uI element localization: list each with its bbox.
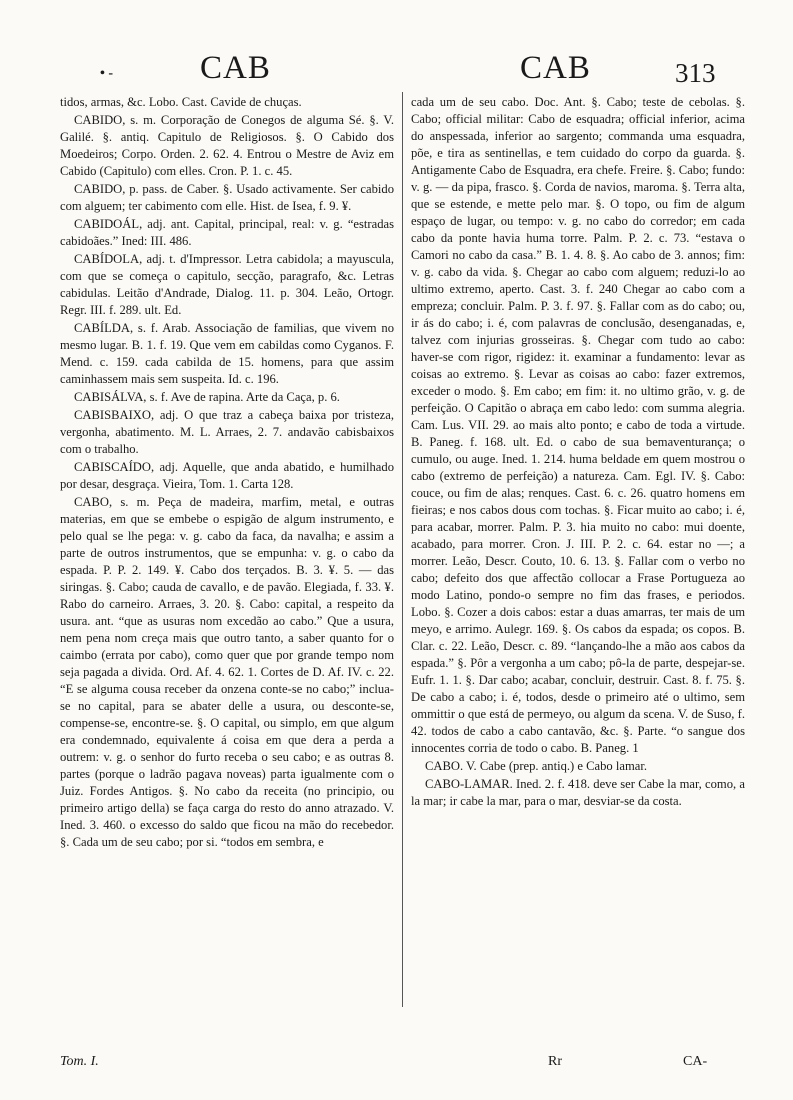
volume-label: Tom. I. <box>60 1054 99 1069</box>
entry: CABO, s. m. Peça de madeira, marfim, metal, e outras materias, em que se embebe o espigão de algum instrumento, e pelo qual se lhe pega: v. g. cabo da faca, da navalha; e assim a parte de outros instrumentos, que se empunha: v. g. o cabo da espada. P. P. 2. 149. ¥. Cabo dos terçados. B. 3. ¥. 5. — das siringas. §. Cabo; cauda de cavallo, e de pavão. Elegiada, f. 33. ¥. Rabo do carneiro. Arraes, 3. 20. §. Cabo: capital, a respeito da usura. ant. “que as usuras nom excedão ao cabo.” Que a usura, nem pena nom creça mais que outro tanto, a saber quanto for o caimbo (errata por cabo), como quer que por grande tempo nom seja pagada a divida. Ord. Af. 4. 62. 1. Cortes de D. Af. IV. c. 22. “E se alguma cousa receber da onzena conte-se no cabo;” inclua-se no capital, para se abater delle a usura, ou desconte-se, compense-se, encontre-se. §. O capital, ou simplo, em que algum era condemnado, equivalente á coisa em que dera a perda a outrem: v. g. o senhor do furto receba o seu cabo; e as outras 8. partes (porque o ladrão pagava noveas) parta igualmente com o Juiz. Fordes Antigos. §. No cabo da receita (no principio, ou primeiro artigo della) se faça carga do resto do anno atrazado. V. Ined. 3. 460. o excesso do saldo que ficou na mão do recebedor. §. Cada um de seu cabo; por si. “todos em sembra, e <box>60 495 394 849</box>
entry: CABISÁLVA, s. f. Ave de rapina. Arte da Caça, p. 6. <box>74 390 340 404</box>
entry: CABIDOÁL, adj. ant. Capital, principal, real: v. g. “estradas cabidoães.” Ined: III. 486. <box>60 217 394 248</box>
signature-mark: Rr <box>548 1054 562 1069</box>
entry: CABIDO, s. m. Corporação de Conegos de alguma Sé. §. V. Galilé. §. antiq. Capitulo de Religiosos. §. O Cabido dos Moedeiros; Corpo. Orden. 2. 62. 4. Entrou o Mestre de Aviz em Cabido (Capitulo) com elles. Cron. P. 1. c. 45. <box>60 113 394 178</box>
entry: CABO-LAMAR. Ined. 2. f. 418. deve ser Cabe la mar, como, a la mar; ir cabe la mar, para o mar, desviar-se da costa. <box>411 777 745 808</box>
column-divider <box>402 92 403 1007</box>
entry: cada um de seu cabo. Doc. Ant. §. Cabo; teste de cebolas. §. Cabo; official militar: Cabo de esquadra; official inferior, acima do anspessada, inferior ao sargento; commanda uma esquadra, põe, e tira as sentinellas, e tem cuidado do corpo da guarda. §. Antigamente Cabo de Esquadra, era chefe. Freire. §. Cabo; fundo: v. g. — da pipa, frasco. §. Corda de navios, maroma. §. Terra alta, que se estende, e mette pelo mar. §. O topo, ou fim de algum espaço de lugar, ou tempo: v. g. no cabo do corredor; em cada cabo da ponte havia huma torre. Palm. P. 2. c. 73. “estava o Camori no cabo da casa.” B. 1. 4. 8. §. Ao cabo de 3. annos; fim: v. g. cabo da vida. §. Chegar ao cabo com alguem; reduzi-lo ao ultimo extremo, aperto. Cast. 3. f. 240 Chegar ao cabo com a empreza; concluir. Palm. P. 3. f. 97. §. Fallar com as do cabo; ou, ir ás do cabo; i. é, com palavras de conclusão, desenganadas, e, talvez com injurias grosseiras. §. Chegar com tudo ao cabo: haver-se com rigor, rigidez: it. examinar a fundamento: levar as coisas ao extremo. §. Levar as coisas ao cabo: fazer extremos, exceder o modo. §. Em cabo; em fim: it. no ultimo grão, v. g. de perfeição. O Capitão o abraça em cabo ledo: com summa alegria. Cam. Lus. VII. 29. ao mais alto ponto; e cabo de toda a virtude. B. Paneg. f. 168. ult. Ed. o cabo de sua bemaventurança; o cumulo, ou auge. Ined. 1. 214. huma beldade em quem mostrou o cabo (extremo de perfeição) a natureza. Cam. Egl. IV. §. Cabo: couce, ou fim de alas; renques. Cast. 6. c. 26. quatro homens em fieiras; e nos cabos dous com tochas. §. Ficar muito ao cabo; i. é, para acabar, morrer. Palm. P. 3. hia muito no cabo: mui doente, acabado, para morrer. Cron. J. III. P. 2. c. 64. estar no —; a morrer. Leão, Descr. Couto, 10. 6. 13. §. Fallar com o verbo no cabo; defeito dos que affectão collocar a Frase Portugueza ao modo Latino, pondo-o sempre no fim das frases, e periodos. Lobo. §. Cozer a dois cabos: estar a duas amarras, ter mais de um meyo, e arrimo. Aulegr. 169. §. Os cabos da espada; os copos. B. Clar. c. 22. Leão, Descr. c. 89. “lançando-lhe a mão aos cabos da espada.” §. Pôr a vergonha a um cabo; pô-la de parte, despejar-se. Eufr. 1. 1. §. Dar cabo; acabar, concluir, destruir. Cast. 8. f. 75. §. De cabo a cabo; i. é, todos, desde o primeiro até o ultimo, sem ommittir o que está de permeyo, ou algum da scena. V. de Suso, f. 42. todos de cabo a cabo cantavão, &c. §. Parte. “o sangue dos innocentes corria de todo o cabo. B. Paneg. 1 <box>411 95 745 755</box>
running-head-right: CAB <box>520 50 591 86</box>
entry: CABÍLDA, s. f. Arab. Associação de familias, que vivem no mesmo lugar. B. 1. f. 19. Que vem em cabildas como Cyganos. F. Mend. c. 159. cada cabilda de 15. homens, para que assim caminhassem mais sem suspeita. Id. c. 196. <box>60 321 394 386</box>
left-column <box>60 94 394 852</box>
page-number: 313 <box>675 58 716 88</box>
corner-mark: • - <box>100 66 114 81</box>
entry: CABISCAÍDO, adj. Aquelle, que anda abatido, e humilhado por desar, desgraça. Vieira, Tom. 1. Carta 128. <box>60 460 394 491</box>
entry: CABO. V. Cabe (prep. antiq.) e Cabo lamar. <box>425 759 647 773</box>
entry: tidos, armas, &c. Lobo. Cast. Cavide de chuças. <box>60 95 302 109</box>
catchword: CA- <box>683 1054 708 1069</box>
running-head-left: CAB <box>200 50 271 86</box>
entry: CABISBAIXO, adj. O que traz a cabeça baixa por tristeza, vergonha, abatimento. M. L. Arraes, 2. 7. andavão cabisbaixos com o trabalho. <box>60 408 394 456</box>
entry: CABÍDOLA, adj. t. d'Impressor. Letra cabidola; a mayuscula, com que se começa o capitulo, secção, paragrafo, &c. Letras cabidulas. Leitão d'Andrade, Dialog. 11. p. 304. Leão, Ortogr. Regr. III. f. 289. ult. Ed. <box>60 252 394 317</box>
entry: CABIDO, p. pass. de Caber. §. Usado activamente. Ser cabido com alguem; ter cabimento com elle. Hist. de Isea, f. 9. ¥. <box>60 182 394 213</box>
right-column <box>411 94 745 811</box>
